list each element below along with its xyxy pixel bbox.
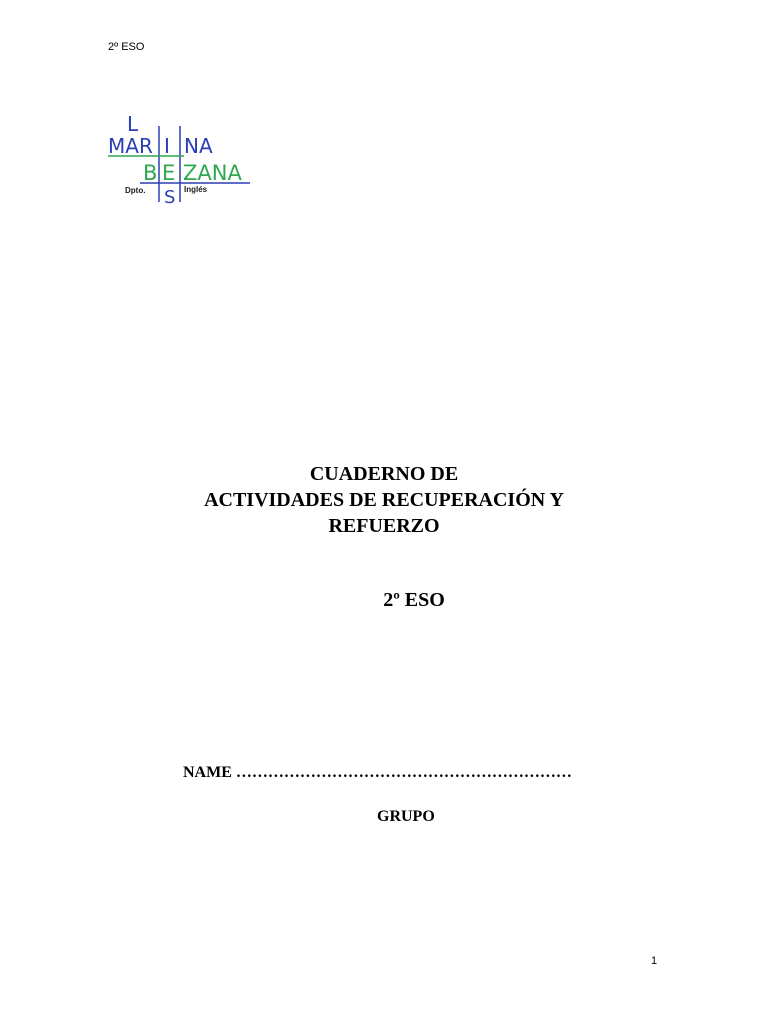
school-logo bbox=[104, 110, 264, 210]
document-title bbox=[0, 461, 768, 539]
course-level: 2º ESO bbox=[383, 589, 445, 611]
logo-letter-b: B bbox=[143, 161, 158, 185]
logo-ingles-label: Inglés bbox=[184, 185, 208, 194]
title-line-3: REFUERZO bbox=[328, 515, 440, 537]
logo-letters-mar: MAR bbox=[108, 134, 153, 158]
logo-dpto-label: Dpto. bbox=[125, 186, 146, 195]
logo-letter-s: S bbox=[164, 187, 176, 208]
logo-letter-i: I bbox=[164, 134, 170, 158]
logo-letters-zana: ZANA bbox=[183, 161, 242, 185]
logo-letter-l: L bbox=[127, 112, 139, 136]
logo-letter-e: E bbox=[162, 161, 176, 185]
group-field-label: GRUPO bbox=[377, 808, 435, 825]
logo-letters-na: NA bbox=[184, 134, 213, 158]
header-course-label: 2º ESO bbox=[108, 41, 145, 53]
title-line-1: CUADERNO DE bbox=[309, 463, 459, 485]
page-number: 1 bbox=[651, 955, 658, 967]
name-field-label: NAME ……………………………………………………… bbox=[183, 764, 572, 781]
title-line-2: ACTIVIDADES DE RECUPERACIÓN Y bbox=[204, 489, 564, 511]
